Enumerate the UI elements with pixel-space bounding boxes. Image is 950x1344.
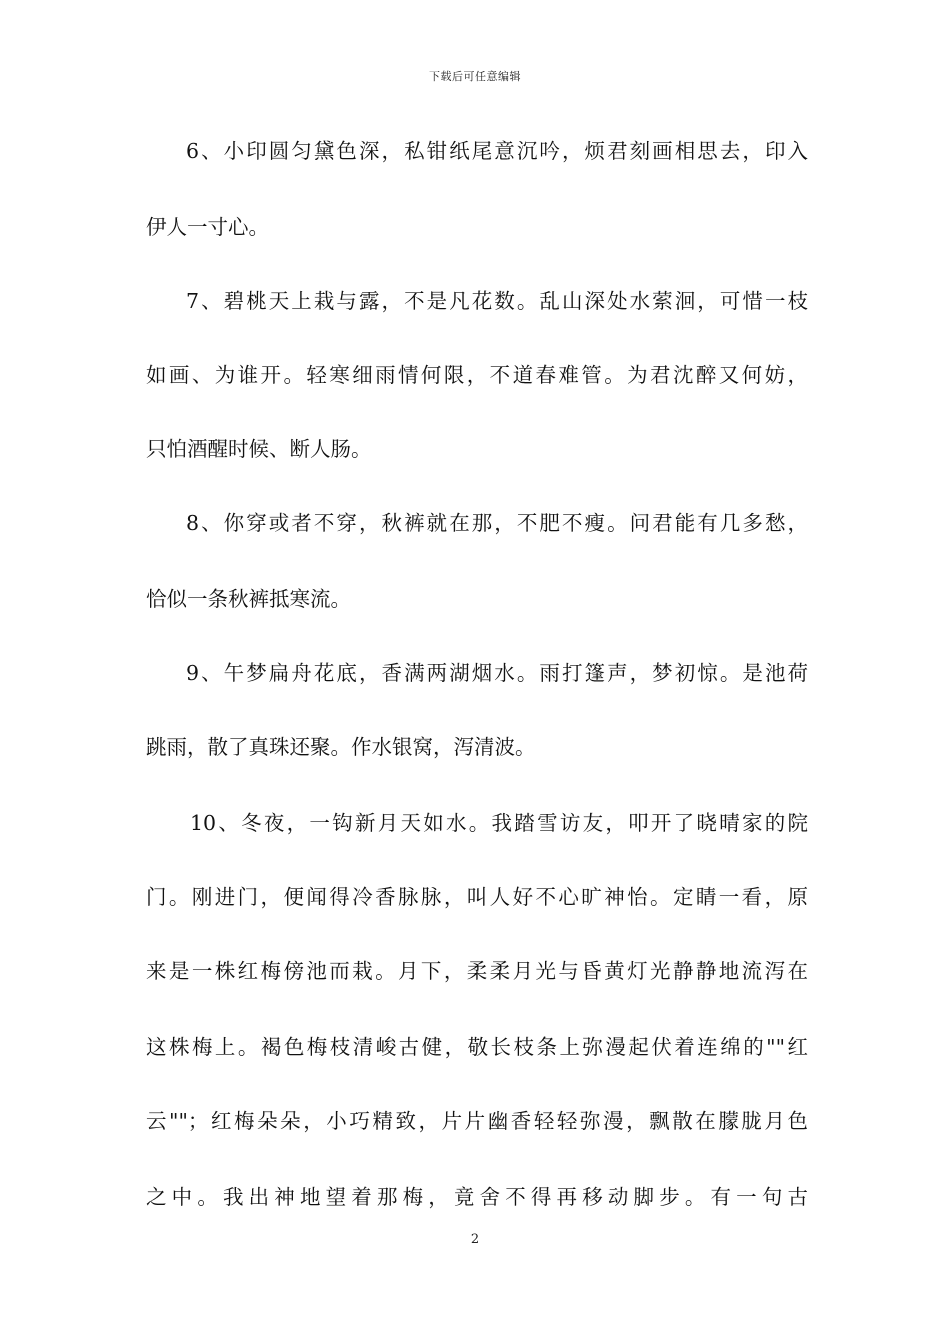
text-line: 8、你穿或者不穿，秋裤就在那，不肥不瘦。问君能有几多愁， [186,511,808,535]
text-line: 7、碧桃天上栽与露，不是凡花数。乱山深处水萦洄，可惜一枝 [186,289,808,313]
text-line: 只怕酒醒时候、断人肠。 [146,437,372,461]
text-line: 伊人一寸心。 [146,215,269,239]
text-line: 恰似一条秋裤抵寒流。 [146,587,351,611]
text-line: 如画、为谁开。轻寒细雨情何限，不道春难管。为君沈醉又何妨， [146,363,808,387]
text-line: 来是一株红梅傍池而栽。月下，柔柔月光与昏黄灯光静静地流泻在 [146,959,808,983]
text-line: 跳雨，散了真珠还聚。作水银窝，泻清波。 [146,735,536,759]
text-line: 云""；红梅朵朵，小巧精致，片片幽香轻轻弥漫，飘散在朦胧月色 [146,1109,808,1133]
page-header: 下载后可任意编辑 [429,70,521,83]
text-line: 10、冬夜，一钩新月天如水。我踏雪访友，叩开了晓晴家的院 [190,811,808,835]
text-line: 6、小印圆匀黛色深，私钳纸尾意沉吟，烦君刻画相思去，印入 [186,139,808,163]
text-line: 这株梅上。褐色梅枝清峻古健，敬长枝条上弥漫起伏着连绵的""红 [146,1035,808,1059]
page-number: 2 [470,1232,480,1247]
text-line: 门。刚进门，便闻得冷香脉脉，叫人好不心旷神怡。定睛一看，原 [146,885,808,909]
text-line: 之中。我出神地望着那梅，竟舍不得再移动脚步。有一句古 [146,1185,808,1209]
text-line: 9、午梦扁舟花底，香满两湖烟水。雨打篷声，梦初惊。是池荷 [186,661,808,685]
